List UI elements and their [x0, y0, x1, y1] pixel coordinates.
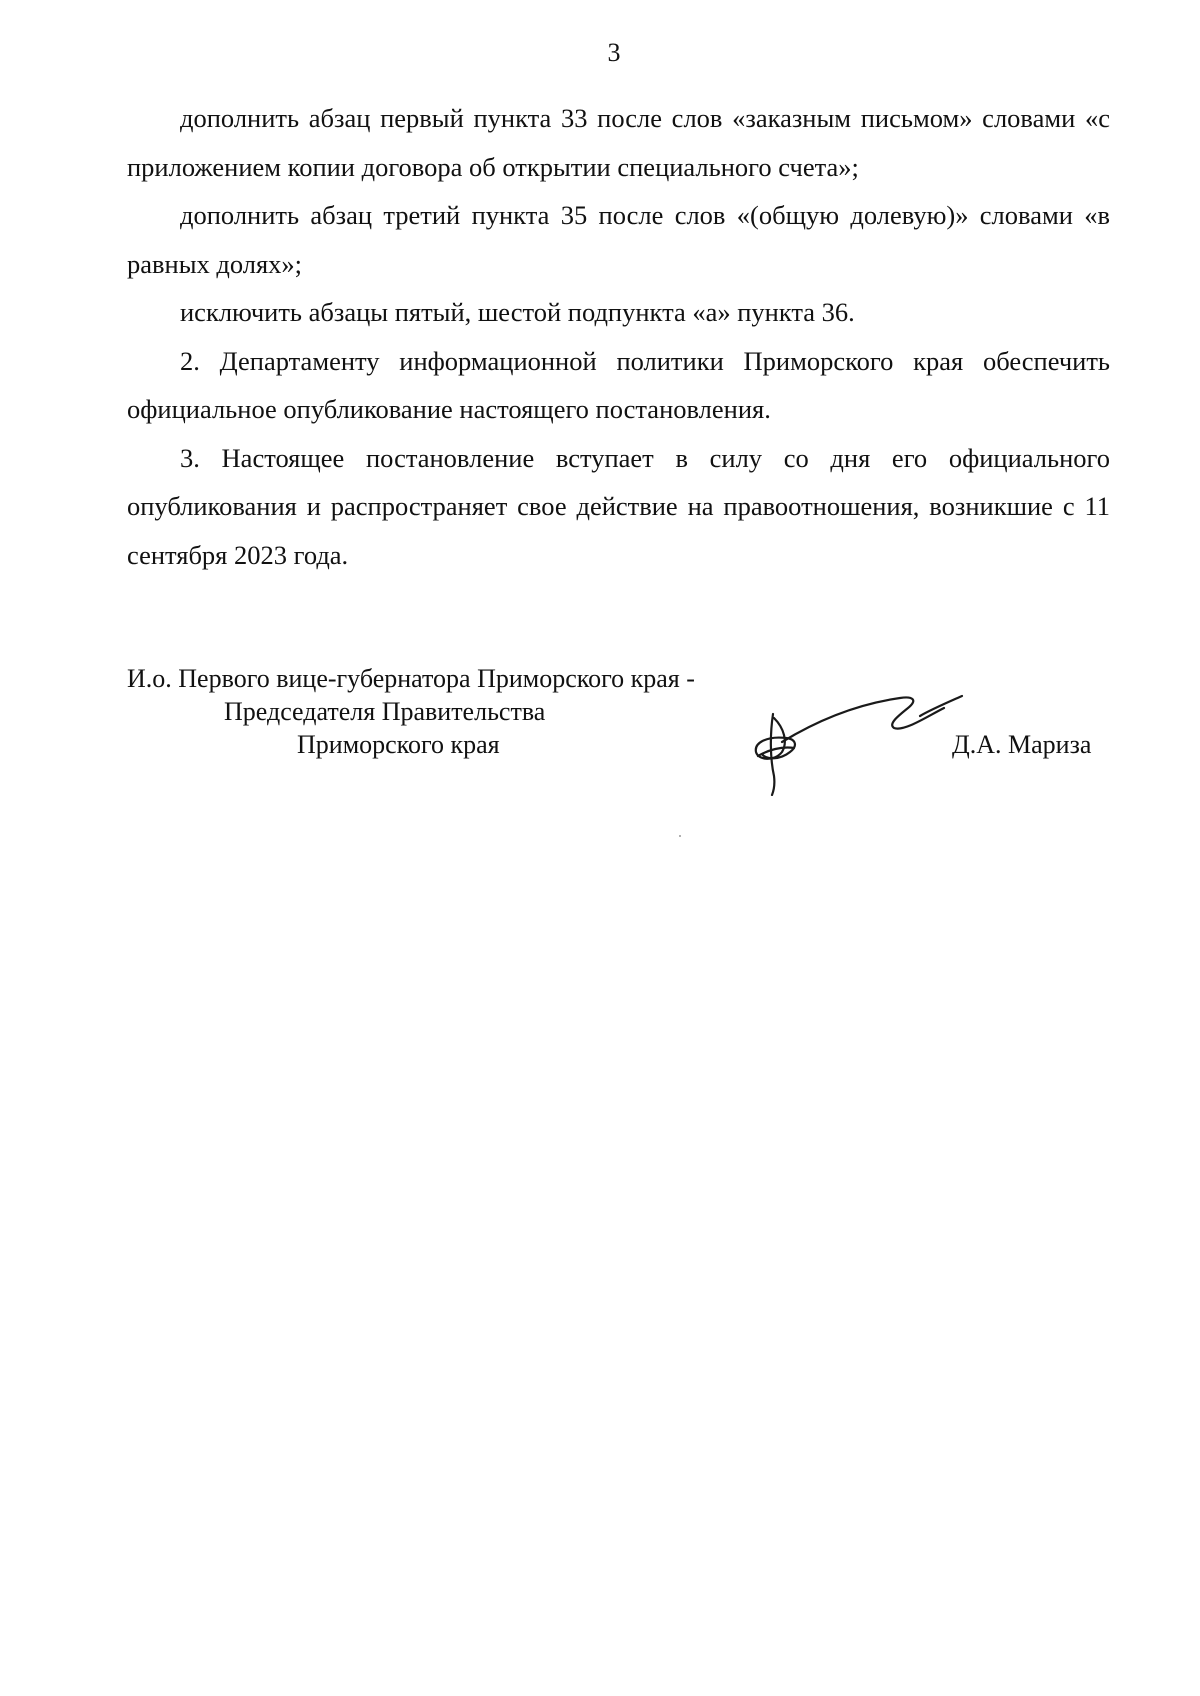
page-number: 3 [607, 38, 621, 67]
signer-name: Д.А. Мариза [952, 730, 1092, 759]
paragraph-effective-date: 3. Настоящее постановление вступает в силу со дня его официального опубликования и распространяет свое действие на правоотношения, возникшие с 11 сентября 2023 года. [127, 442, 1110, 570]
signatory-title [127, 662, 695, 761]
handwritten-signature [748, 676, 968, 796]
signatory-title-line-1: И.о. Первого вице-губернатора Приморского края - [127, 664, 695, 693]
paragraph-amend-point-33: дополнить абзац первый пункта 33 после слов «заказным письмом» словами «с приложением копии договора об открытии специального счета»; [127, 103, 1110, 182]
scan-speck [679, 835, 681, 837]
paragraph-amend-point-35: дополнить абзац третий пункта 35 после слов «(общую долевую)» словами «в равных долях»; [127, 200, 1110, 279]
paragraph-publication: 2. Департаменту информационной политики Приморского края обеспечить официальное опубликование настоящего постановления. [127, 345, 1110, 424]
signatory-title-line-2: Председателя Правительства [224, 697, 546, 726]
document-body [127, 94, 1110, 579]
signatory-title-line-3: Приморского края [297, 730, 500, 759]
paragraph-exclude-point-36: исключить абзацы пятый, шестой подпункта «а» пункта 36. [180, 297, 855, 327]
